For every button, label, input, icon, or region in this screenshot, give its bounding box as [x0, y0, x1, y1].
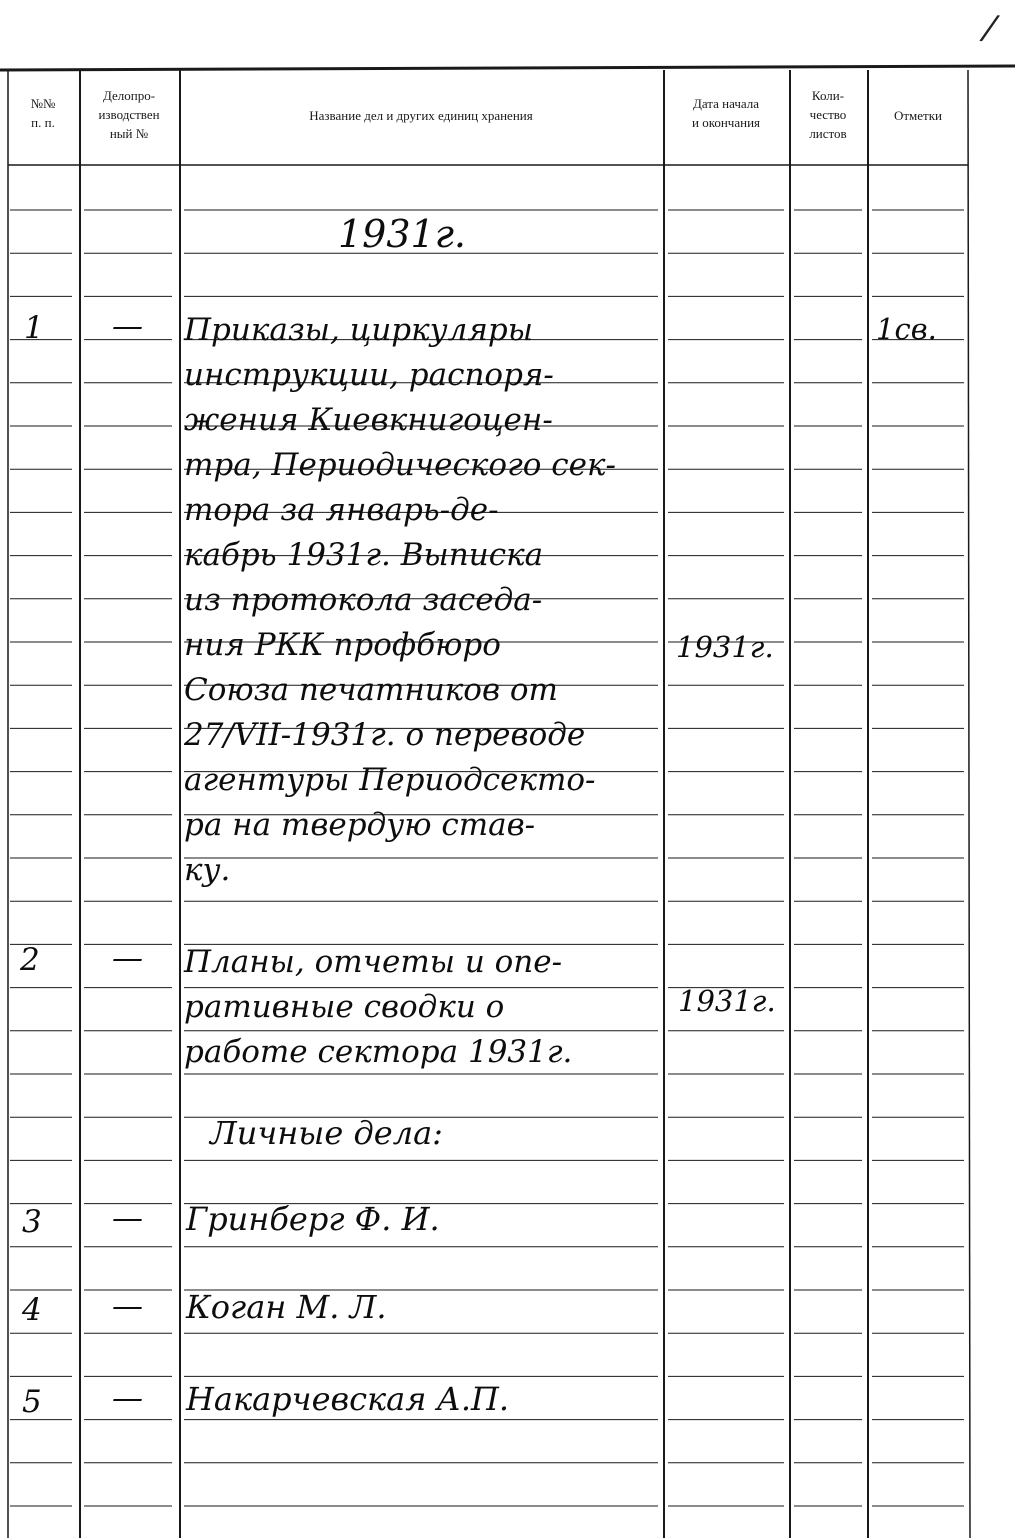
page-number-mark: /: [981, 7, 999, 49]
record-1-number: 1: [24, 310, 44, 346]
record-1-date: 1931г.: [676, 630, 774, 664]
record-2-title-line: работе сектора 1931г.: [184, 1034, 573, 1070]
column-separator: [968, 70, 970, 1538]
header-title-column: Название дел и других единиц хранения: [309, 108, 533, 123]
record-1-title-line: Союза печатников от: [184, 672, 558, 708]
record-1-title-line: агентуры Периодсекто-: [184, 762, 596, 798]
personal-file-4-office-number: —: [112, 1288, 143, 1324]
header-office-number-column: Делопро- изводствен ный №: [98, 88, 160, 141]
record-2-title-line: Планы, отчеты и опе-: [184, 944, 563, 980]
record-1-note: 1св.: [876, 312, 937, 346]
personal-file-4-number: 4: [22, 1292, 42, 1328]
record-2-number: 2: [20, 942, 40, 978]
personal-file-3-number: 3: [22, 1204, 42, 1240]
record-1-title-line: тора за январь-де-: [184, 492, 499, 528]
record-1-title-line: жения Киевкнигоцен-: [184, 402, 553, 438]
record-1-title-line: кабрь 1931г. Выписка: [184, 537, 544, 573]
record-1-title-line: инструкции, распоря-: [184, 357, 554, 393]
personal-file-5-office-number: —: [112, 1380, 143, 1416]
record-2-office-number: —: [112, 940, 143, 976]
header-notes-column: Отметки: [893, 108, 943, 123]
header-dates-column: Дата начала и окончания: [691, 96, 761, 130]
record-1-title-line: тра, Периодического сек-: [184, 447, 616, 483]
personal-file-5-name: Накарчевская А.П.: [186, 1380, 510, 1418]
header-number-column: №№ п. п.: [30, 96, 56, 130]
personal-files-heading: Личные дела:: [210, 1114, 443, 1152]
record-1-title-line: Приказы, циркуляры: [184, 312, 533, 348]
record-1-title-line: ку.: [184, 852, 231, 888]
personal-file-3-office-number: —: [112, 1200, 143, 1236]
table-top-border: [0, 66, 1015, 70]
record-1-title-line: 27/VII-1931г. о переводе: [184, 717, 586, 753]
record-2-title-line: ративные сводки о: [184, 989, 505, 1025]
record-1-title-line: из протокола заседа-: [184, 582, 543, 618]
year-heading: 1931г.: [338, 212, 466, 256]
personal-file-3-name: Гринберг Ф. И.: [186, 1200, 440, 1238]
header-sheet-count-column: Коли- чество листов: [809, 88, 847, 141]
personal-file-5-number: 5: [22, 1384, 42, 1420]
record-1-office-number: —: [112, 308, 143, 344]
personal-file-4-name: Коган М. Л.: [186, 1288, 387, 1326]
record-2-date: 1931г.: [678, 984, 776, 1018]
record-1-title-line: ния РКК профбюро: [184, 627, 501, 663]
record-1-title-line: ра на твердую став-: [184, 807, 536, 843]
